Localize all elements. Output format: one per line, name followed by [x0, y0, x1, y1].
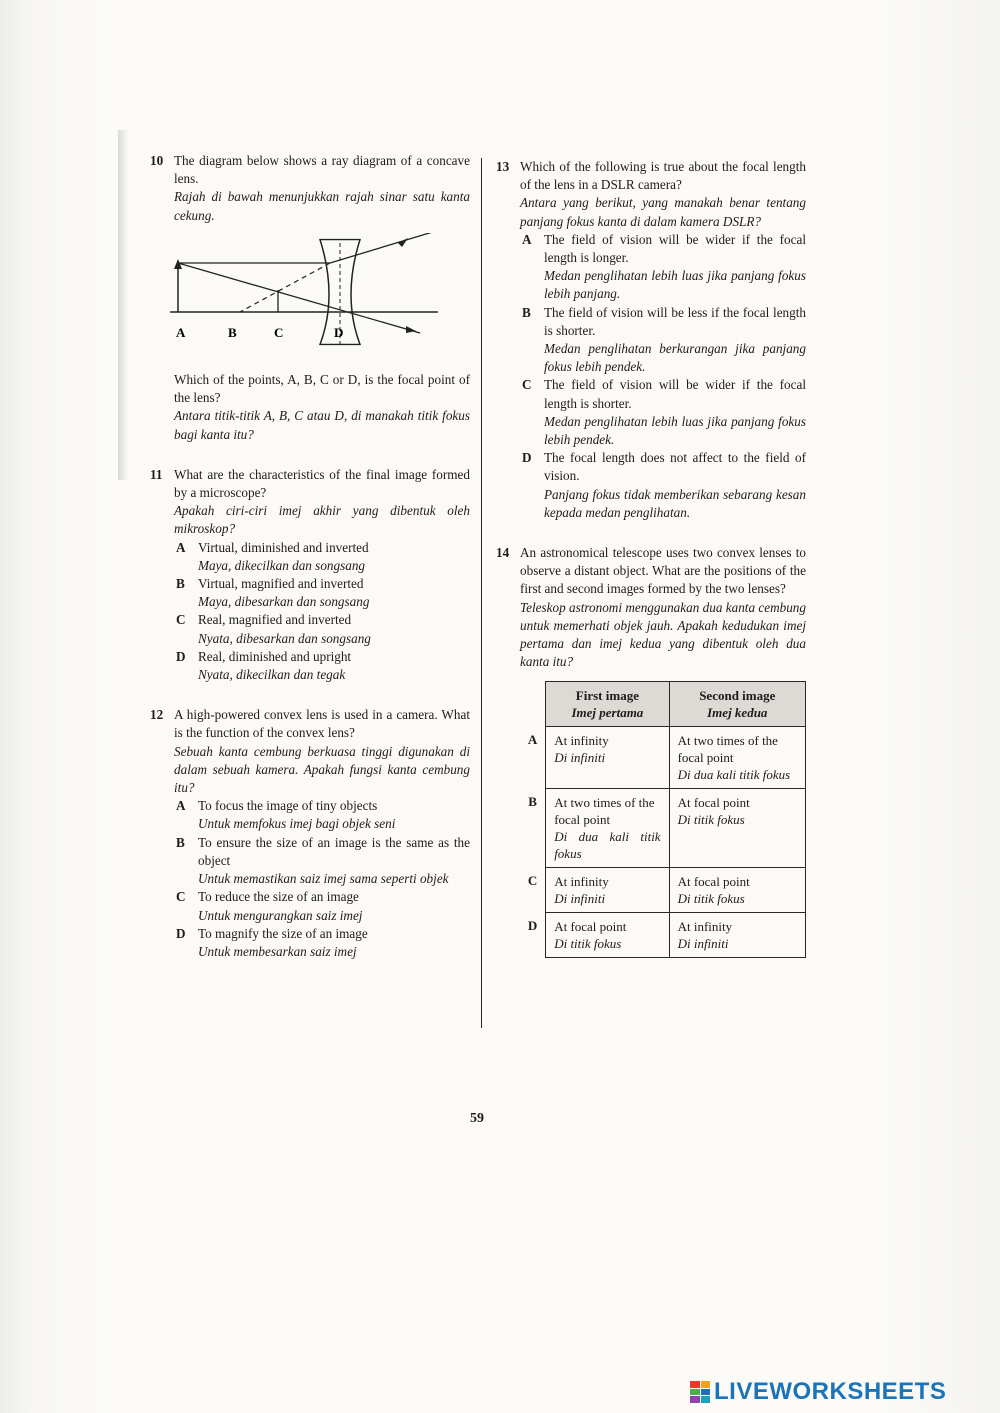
option-text-ms: Untuk memastikan saiz imej sama seperti objek	[198, 871, 449, 887]
question-stem-ms: Rajah di bawah menunjukkan rajah sinar satu kanta cekung.	[174, 189, 470, 223]
option-a[interactable]	[174, 797, 470, 833]
option-text-en: The focal length does not affect to the field of vision.	[544, 450, 806, 484]
point-d-label: D	[334, 324, 344, 340]
header-ms: Imej kedua	[707, 705, 768, 721]
option-c[interactable]	[520, 376, 806, 449]
option-text-en: Real, magnified and inverted	[198, 612, 352, 628]
option-text-ms: Maya, dikecilkan dan songsang	[198, 557, 366, 573]
point-a-label: A	[176, 324, 186, 340]
option-letter: A	[522, 231, 532, 247]
first-image-cell: At infinity Di infiniti	[546, 868, 669, 913]
second-image-cell: At focal point Di titik fokus	[669, 789, 805, 868]
header-en: First image	[575, 688, 639, 704]
question-stem-en: An astronomical telescope uses two convex lenses to observe a distant object. What are the positions of the first and second images formed by the two lenses?	[520, 545, 806, 597]
refracted-ray-diverging	[330, 233, 436, 263]
option-text-ms: Untuk membesarkan saiz imej	[198, 943, 357, 959]
option-text-ms: Untuk mengurangkan saiz imej	[198, 907, 363, 923]
option-d[interactable]	[174, 648, 470, 684]
liveworksheets-wordmark: LIVEWORKSHEETS	[714, 1378, 947, 1405]
question-stem-ms: Apakah ciri-ciri imej akhir yang dibentuk oleh mikroskop?	[174, 503, 470, 537]
question-number: 10	[150, 153, 164, 168]
option-text-ms: Maya, dibesarkan dan songsang	[198, 594, 370, 610]
first-image-cell: At focal point Di titik fokus	[546, 913, 669, 958]
first-image-cell: At infinity Di infiniti	[546, 727, 669, 789]
table-row-b[interactable]	[520, 789, 806, 868]
option-text-ms: Medan penglihatan lebih luas jika panjang fokus lebih panjang.	[544, 268, 806, 302]
row-letter: D	[527, 917, 538, 933]
page-number: 59	[470, 1111, 484, 1126]
option-d[interactable]	[174, 925, 470, 961]
left-column	[150, 152, 470, 983]
option-letter: C	[176, 612, 186, 628]
first-image-cell: At two times of the focal point Di dua kali titik fokus	[546, 789, 669, 868]
question-stem-en: What are the characteristics of the final image formed by a microscope?	[174, 466, 470, 501]
answer-table	[520, 681, 806, 958]
question-stem-en: Which of the following is true about the focal length of the lens in a DSLR camera?	[520, 159, 806, 193]
ray-diagram-concave-lens	[170, 233, 470, 358]
right-column	[496, 158, 806, 980]
question-10	[150, 152, 470, 444]
option-text-en: Virtual, magnified and inverted	[198, 576, 364, 592]
option-letter: B	[176, 576, 185, 592]
question-stem-en: The diagram below shows a ray diagram of a concave lens.	[174, 153, 470, 187]
header-first-image	[546, 682, 669, 727]
virtual-ray-extension	[240, 263, 330, 312]
page-edge-shadow	[118, 130, 128, 480]
point-b-label: B	[228, 324, 237, 340]
option-c[interactable]	[174, 611, 470, 647]
option-b[interactable]	[174, 575, 470, 611]
option-text-en: The field of vision will be wider if the focal length is longer.	[544, 231, 806, 266]
option-d[interactable]	[520, 449, 806, 522]
question-stem-ms: Antara yang berikut, yang manakah benar tentang panjang fokus kanta di dalam kamera DSLR?	[520, 195, 806, 229]
option-letter: C	[176, 889, 186, 905]
option-text-ms: Nyata, dikecilkan dan tegak	[198, 667, 346, 683]
option-letter: B	[176, 834, 185, 850]
option-b[interactable]	[520, 304, 806, 377]
question-14	[496, 544, 806, 958]
row-letter: C	[527, 872, 538, 888]
option-text-ms: Untuk memfokus imej bagi objek seni	[198, 816, 396, 832]
option-text-ms: Medan penglihatan berkurangan jika panjang fokus lebih pendek.	[544, 341, 806, 375]
table-header-row	[520, 682, 806, 727]
second-image-cell: At two times of the focal point Di dua kali titik fokus	[669, 727, 805, 789]
ray-arrowhead	[398, 238, 408, 247]
header-ms: Imej pertama	[571, 705, 644, 721]
question-stem-ms: Teleskop astronomi menggunakan dua kanta cembung untuk memerhati objek jauh. Apakah kedudukan imej pertama dan imej kedua yang dibentuk oleh dua kanta itu?	[520, 599, 806, 670]
option-text-en: To ensure the size of an image is the same as the object	[198, 834, 470, 868]
question-number: 13	[496, 159, 510, 174]
option-letter: D	[176, 925, 186, 941]
liveworksheets-logo[interactable]	[690, 1378, 946, 1406]
option-text-ms: Nyata, dibesarkan dan songsang	[198, 630, 371, 646]
table-row-a[interactable]	[520, 727, 806, 789]
option-a[interactable]	[520, 231, 806, 304]
second-image-cell: At focal point Di titik fokus	[669, 868, 805, 913]
header-second-image	[669, 682, 805, 727]
question-ask-en: Which of the points, A, B, C or D, is the focal point of the lens?	[174, 372, 470, 406]
option-letter: C	[522, 377, 532, 393]
row-letter: B	[528, 793, 537, 809]
question-11	[150, 466, 470, 684]
row-letter: A	[527, 731, 538, 747]
option-text-en: To magnify the size of an image	[198, 925, 368, 941]
header-en: Second image	[699, 688, 776, 704]
option-letter: B	[522, 304, 531, 320]
option-text-en: The field of vision will be wider if the focal length is shorter.	[544, 377, 806, 411]
liveworksheets-icon	[690, 1381, 710, 1403]
question-number: 11	[150, 466, 163, 482]
question-ask-ms: Antara titik-titik A, B, C atau D, di manakah titik fokus bagi kanta itu?	[174, 408, 470, 442]
option-text-en: To focus the image of tiny objects	[198, 798, 378, 814]
point-c-label: C	[274, 324, 284, 340]
question-stem-ms: Sebuah kanta cembung berkuasa tinggi digunakan di dalam sebuah kamera. Apakah fungsi kanta cembung itu?	[174, 743, 470, 796]
option-text-en: To reduce the size of an image	[198, 889, 359, 905]
option-text-en: Real, diminished and upright	[198, 648, 352, 664]
question-stem-en: A high-powered convex lens is used in a camera. What is the function of the convex lens?	[174, 707, 470, 741]
table-row-c[interactable]	[520, 868, 806, 913]
option-letter: D	[522, 450, 532, 466]
question-number: 14	[496, 545, 510, 561]
option-letter: A	[176, 798, 186, 814]
option-text-en: Virtual, diminished and inverted	[198, 539, 369, 555]
question-13	[496, 158, 806, 522]
option-c[interactable]	[174, 888, 470, 924]
option-text-ms: Medan penglihatan lebih luas jika panjang fokus lebih pendek.	[544, 413, 806, 448]
option-text-ms: Panjang fokus tidak memberikan sebarang kesan kepada medan penglihatan.	[544, 486, 806, 520]
question-number: 12	[150, 707, 164, 723]
option-b[interactable]	[174, 834, 470, 889]
table-row-d[interactable]	[520, 913, 806, 958]
option-text-en: The field of vision will be less if the focal length is shorter.	[544, 304, 806, 338]
ray-through-centre	[178, 263, 420, 333]
option-letter: A	[176, 539, 186, 555]
column-divider	[481, 158, 482, 1028]
second-image-cell: At infinity Di infiniti	[669, 913, 805, 958]
option-letter: D	[176, 648, 186, 664]
option-a[interactable]	[174, 539, 470, 575]
question-12	[150, 706, 470, 961]
